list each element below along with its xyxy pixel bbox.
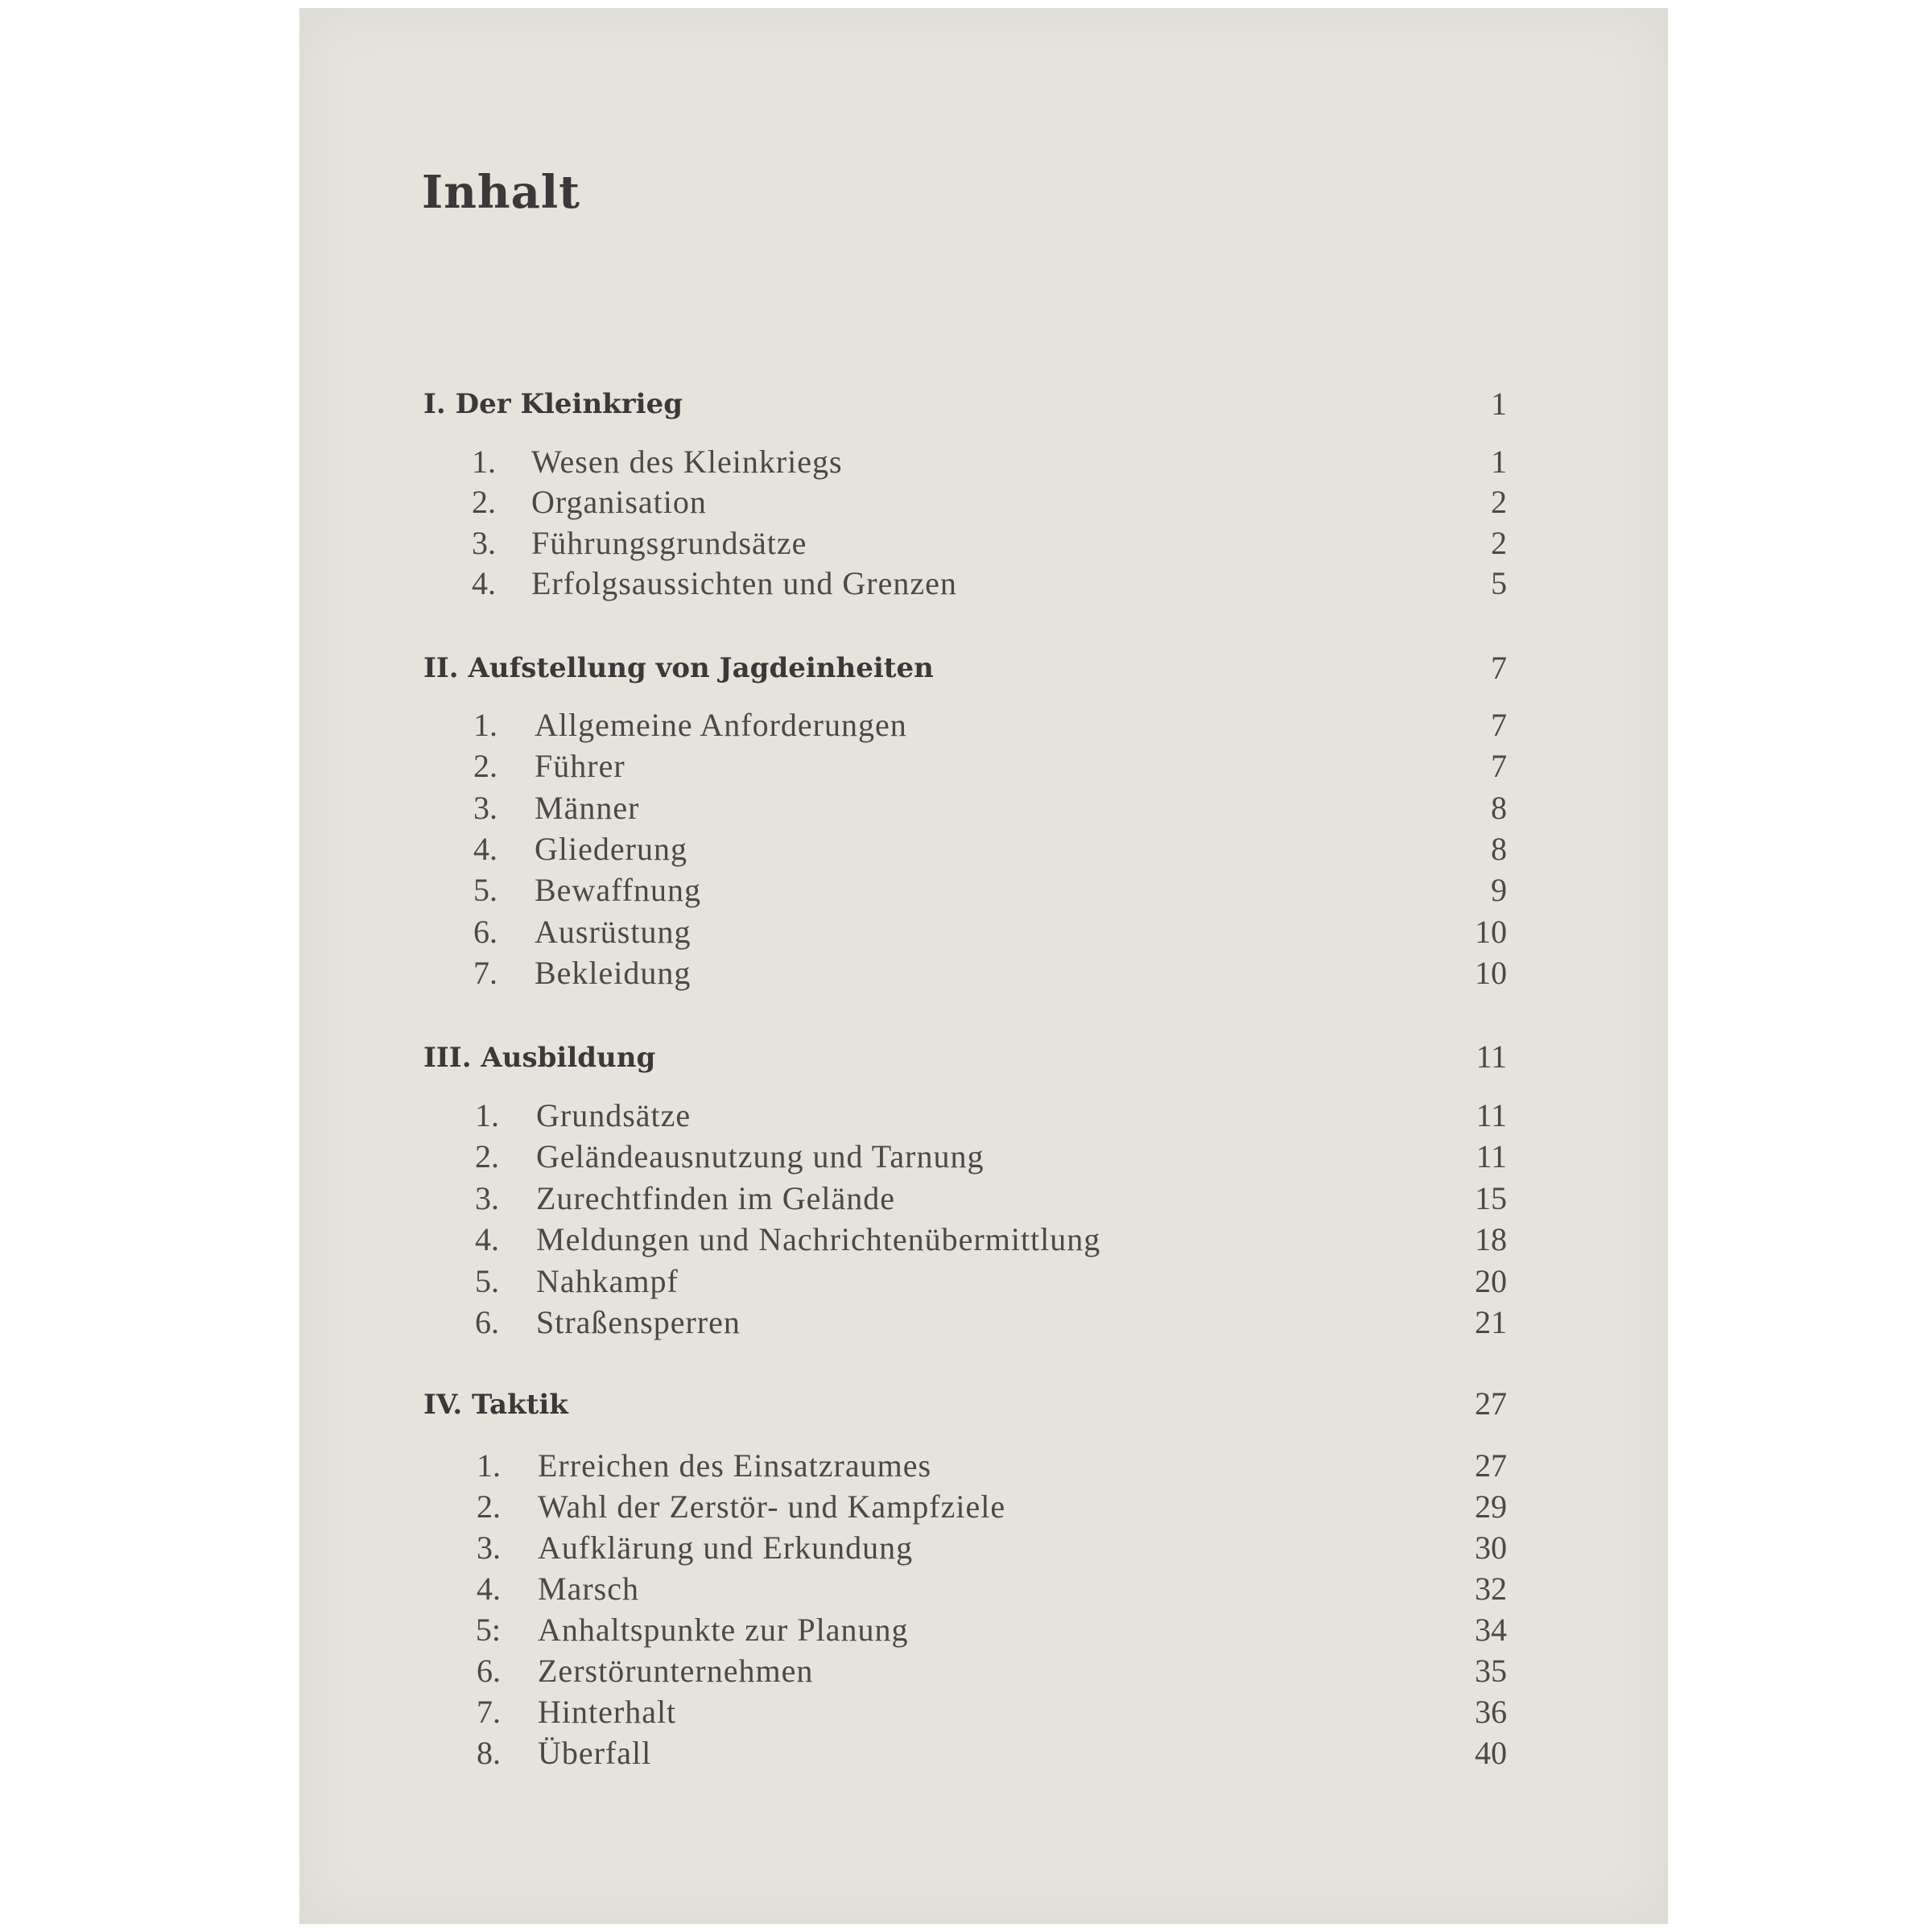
- toc-item-label: Allgemeine Anforderungen: [535, 707, 907, 743]
- toc-item-number: 4.: [477, 1571, 501, 1607]
- toc-item-label: Nahkampf: [536, 1263, 679, 1299]
- toc-item-number: 1.: [473, 707, 497, 743]
- toc-item-page: 11: [1476, 1097, 1507, 1133]
- toc-item-label: Straßensperren: [536, 1304, 741, 1340]
- toc-item-page: 18: [1475, 1221, 1507, 1257]
- toc-item-page: 20: [1475, 1263, 1507, 1299]
- toc-item-page: 10: [1475, 955, 1507, 991]
- toc-item-page: 2: [1491, 484, 1507, 520]
- toc-item-number: 5.: [473, 872, 497, 908]
- toc-item-number: 3.: [477, 1530, 501, 1566]
- toc-item-number: 6.: [473, 914, 497, 950]
- toc-item-label: Hinterhalt: [538, 1694, 677, 1730]
- toc-item-label: Männer: [535, 790, 640, 826]
- page-title: Inhalt: [422, 166, 581, 219]
- toc-item-page: 1: [1491, 444, 1507, 480]
- toc-item-number: 8.: [477, 1735, 501, 1771]
- toc-item-label: Führungsgrundsätze: [531, 525, 807, 561]
- toc-item-number: 6.: [475, 1304, 499, 1340]
- toc-item-label: Bewaffnung: [535, 872, 701, 908]
- toc-item-page: 34: [1475, 1612, 1507, 1648]
- toc-item-label: Meldungen und Nachrichtenübermittlung: [536, 1221, 1101, 1257]
- toc-item-page: 40: [1475, 1735, 1507, 1771]
- toc-item-page: 2: [1491, 525, 1507, 561]
- toc-item-page: 7: [1491, 707, 1507, 743]
- toc-item-label: Geländeausnutzung und Tarnung: [536, 1138, 985, 1174]
- section-page-number: 7: [1491, 650, 1507, 686]
- toc-item-page: 9: [1491, 872, 1507, 908]
- toc-item-page: 30: [1475, 1530, 1507, 1566]
- toc-item-label: Zerstörunternehmen: [538, 1653, 814, 1689]
- toc-item-number: 1.: [475, 1097, 499, 1133]
- toc-item-number: 2.: [475, 1138, 499, 1174]
- toc-item-label: Marsch: [538, 1571, 639, 1607]
- section-title: II. Aufstellung von Jagdeinheiten: [423, 652, 934, 684]
- toc-item-label: Ausrüstung: [535, 914, 691, 950]
- toc-item-page: 8: [1491, 790, 1507, 826]
- toc-item-number: 4.: [472, 565, 496, 601]
- toc-item-label: Erfolgsaussichten und Grenzen: [531, 565, 957, 601]
- toc-item-number: 1.: [477, 1447, 501, 1484]
- toc-item-number: 3.: [472, 525, 496, 561]
- toc-item-page: 8: [1491, 831, 1507, 867]
- toc-item-label: Führer: [535, 748, 625, 784]
- section-title: IV. Taktik: [423, 1389, 568, 1421]
- toc-item-label: Bekleidung: [535, 955, 691, 991]
- toc-item-number: 4.: [473, 831, 497, 867]
- section-page-number: 11: [1476, 1038, 1507, 1075]
- toc-item-page: 10: [1475, 914, 1507, 950]
- toc-item-number: 4.: [475, 1221, 499, 1257]
- section-title: III. Ausbildung: [423, 1042, 656, 1074]
- section-page-number: 27: [1475, 1385, 1507, 1422]
- toc-item-page: 11: [1476, 1138, 1507, 1174]
- toc-item-label: Organisation: [531, 484, 707, 520]
- toc-item-page: 5: [1491, 565, 1507, 601]
- toc-item-number: 3.: [473, 790, 497, 826]
- toc-item-label: Wahl der Zerstör- und Kampfziele: [538, 1488, 1006, 1525]
- toc-item-page: 29: [1475, 1488, 1507, 1525]
- toc-item-label: Aufklärung und Erkundung: [538, 1530, 914, 1566]
- toc-item-page: 7: [1491, 748, 1507, 784]
- toc-item-number: 5.: [475, 1263, 499, 1299]
- toc-item-page: 36: [1475, 1694, 1507, 1730]
- toc-item-label: Anhaltspunkte zur Planung: [538, 1612, 909, 1648]
- toc-item-page: 21: [1475, 1304, 1507, 1340]
- toc-item-page: 32: [1475, 1571, 1507, 1607]
- toc-item-number: 1.: [472, 444, 496, 480]
- toc-item-label: Wesen des Kleinkriegs: [531, 444, 843, 480]
- toc-item-page: 15: [1475, 1180, 1507, 1216]
- section-page-number: 1: [1491, 386, 1507, 422]
- toc-item-number: 7.: [477, 1694, 501, 1730]
- toc-item-number: 2.: [477, 1488, 501, 1525]
- toc-item-number: 2.: [472, 484, 496, 520]
- section-title: I. Der Kleinkrieg: [423, 388, 683, 420]
- toc-item-number: 3.: [475, 1180, 499, 1216]
- toc-item-page: 27: [1475, 1447, 1507, 1484]
- toc-item-number: 2.: [473, 748, 497, 784]
- toc-item-label: Gliederung: [535, 831, 687, 867]
- toc-item-number: 7.: [473, 955, 497, 991]
- toc-item-page: 35: [1475, 1653, 1507, 1689]
- toc-item-label: Grundsätze: [536, 1097, 691, 1133]
- toc-item-label: Überfall: [538, 1735, 652, 1771]
- toc-item-label: Zurechtfinden im Gelände: [536, 1180, 896, 1216]
- toc-item-number: 5:: [475, 1612, 501, 1648]
- toc-item-label: Erreichen des Einsatzraumes: [538, 1447, 932, 1484]
- book-page: [299, 8, 1668, 1924]
- toc-item-number: 6.: [477, 1653, 501, 1689]
